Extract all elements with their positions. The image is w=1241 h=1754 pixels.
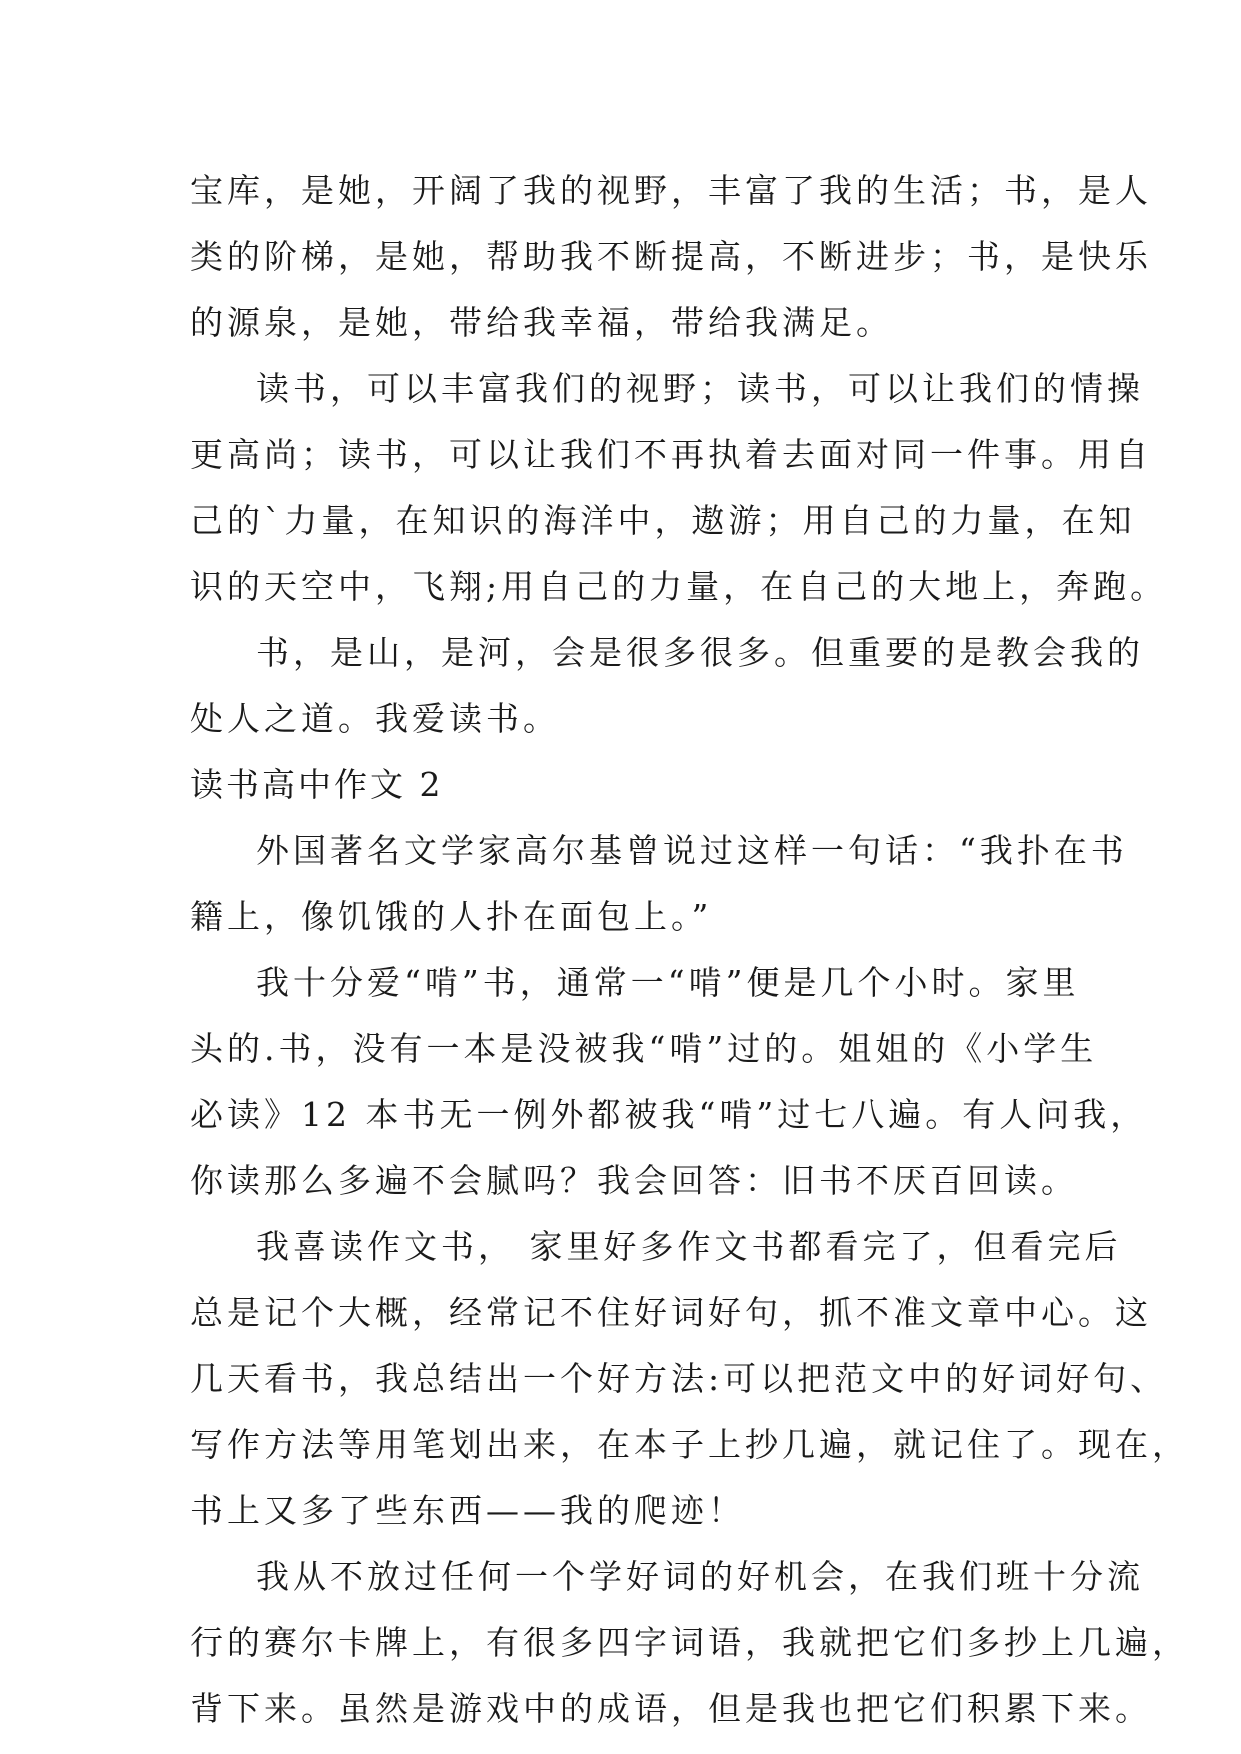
text-line: 背下来。虽然是游戏中的成语，但是我也把它们积累下来。 bbox=[190, 1689, 1152, 1728]
text-line: 己的`力量，在知识的海洋中，遨游；用自己的力量，在知 bbox=[190, 501, 1136, 540]
paragraph bbox=[190, 950, 1148, 1214]
text-line: 总是记个大概，经常记不住好词好句，抓不准文章中心。这 bbox=[190, 1293, 1152, 1332]
text-line: 的源泉，是她，带给我幸福，带给我满足。 bbox=[190, 303, 893, 342]
text-line: 识的天空中，飞翔;用自己的力量，在自己的大地上，奔跑。 bbox=[190, 567, 1168, 606]
text-line: 我从不放过任何一个学好词的好机会，在我们班十分流 bbox=[256, 1557, 1144, 1596]
paragraph bbox=[190, 620, 1144, 752]
text-line: 类的阶梯，是她，帮助我不断提高，不断进步；书，是快乐 bbox=[190, 237, 1152, 276]
paragraph bbox=[190, 356, 1168, 620]
text-line: 行的赛尔卡牌上，有很多四字词语，我就把它们多抄上几遍， bbox=[190, 1623, 1189, 1662]
text-line: 更高尚；读书，可以让我们不再执着去面对同一件事。用自 bbox=[190, 435, 1152, 474]
text-line: 必读》12 本书无一例外都被我“啃”过七八遍。有人问我， bbox=[190, 1095, 1148, 1134]
text-line: 我喜读作文书， 家里好多作文书都看完了，但看完后 bbox=[256, 1227, 1122, 1266]
text-line: 读书，可以丰富我们的视野；读书，可以让我们的情操 bbox=[256, 369, 1144, 408]
text-line: 我十分爱“啃”书，通常一“啃”便是几个小时。家里 bbox=[256, 963, 1080, 1002]
text-line: 你读那么多遍不会腻吗？我会回答：旧书不厌百回读。 bbox=[190, 1161, 1078, 1200]
paragraph bbox=[190, 1544, 1189, 1742]
document-body bbox=[190, 158, 1189, 1742]
text-line: 宝库，是她，开阔了我的视野，丰富了我的生活；书，是人 bbox=[190, 171, 1152, 210]
text-line: 几天看书，我总结出一个好方法:可以把范文中的好词好句、 bbox=[190, 1359, 1168, 1398]
paragraph bbox=[190, 1214, 1189, 1544]
text-line: 外国著名文学家高尔基曾说过这样一句话：“我扑在书 bbox=[256, 831, 1128, 870]
text-line: 书上又多了些东西——我的爬迹！ bbox=[190, 1491, 745, 1530]
text-line: 处人之道。我爱读书。 bbox=[190, 699, 560, 738]
paragraph bbox=[190, 818, 1128, 950]
text-line: 写作方法等用笔划出来，在本子上抄几遍，就记住了。现在， bbox=[190, 1425, 1189, 1464]
paragraph bbox=[190, 158, 1152, 356]
text-line: 书，是山，是河，会是很多很多。但重要的是教会我的 bbox=[256, 633, 1144, 672]
section-heading: 读书高中作文 2 bbox=[190, 765, 444, 804]
text-line: 籍上，像饥饿的人扑在面包上。” bbox=[190, 897, 713, 936]
text-line: 头的.书，没有一本是没被我“啃”过的。姐姐的《小学生 bbox=[190, 1029, 1098, 1068]
